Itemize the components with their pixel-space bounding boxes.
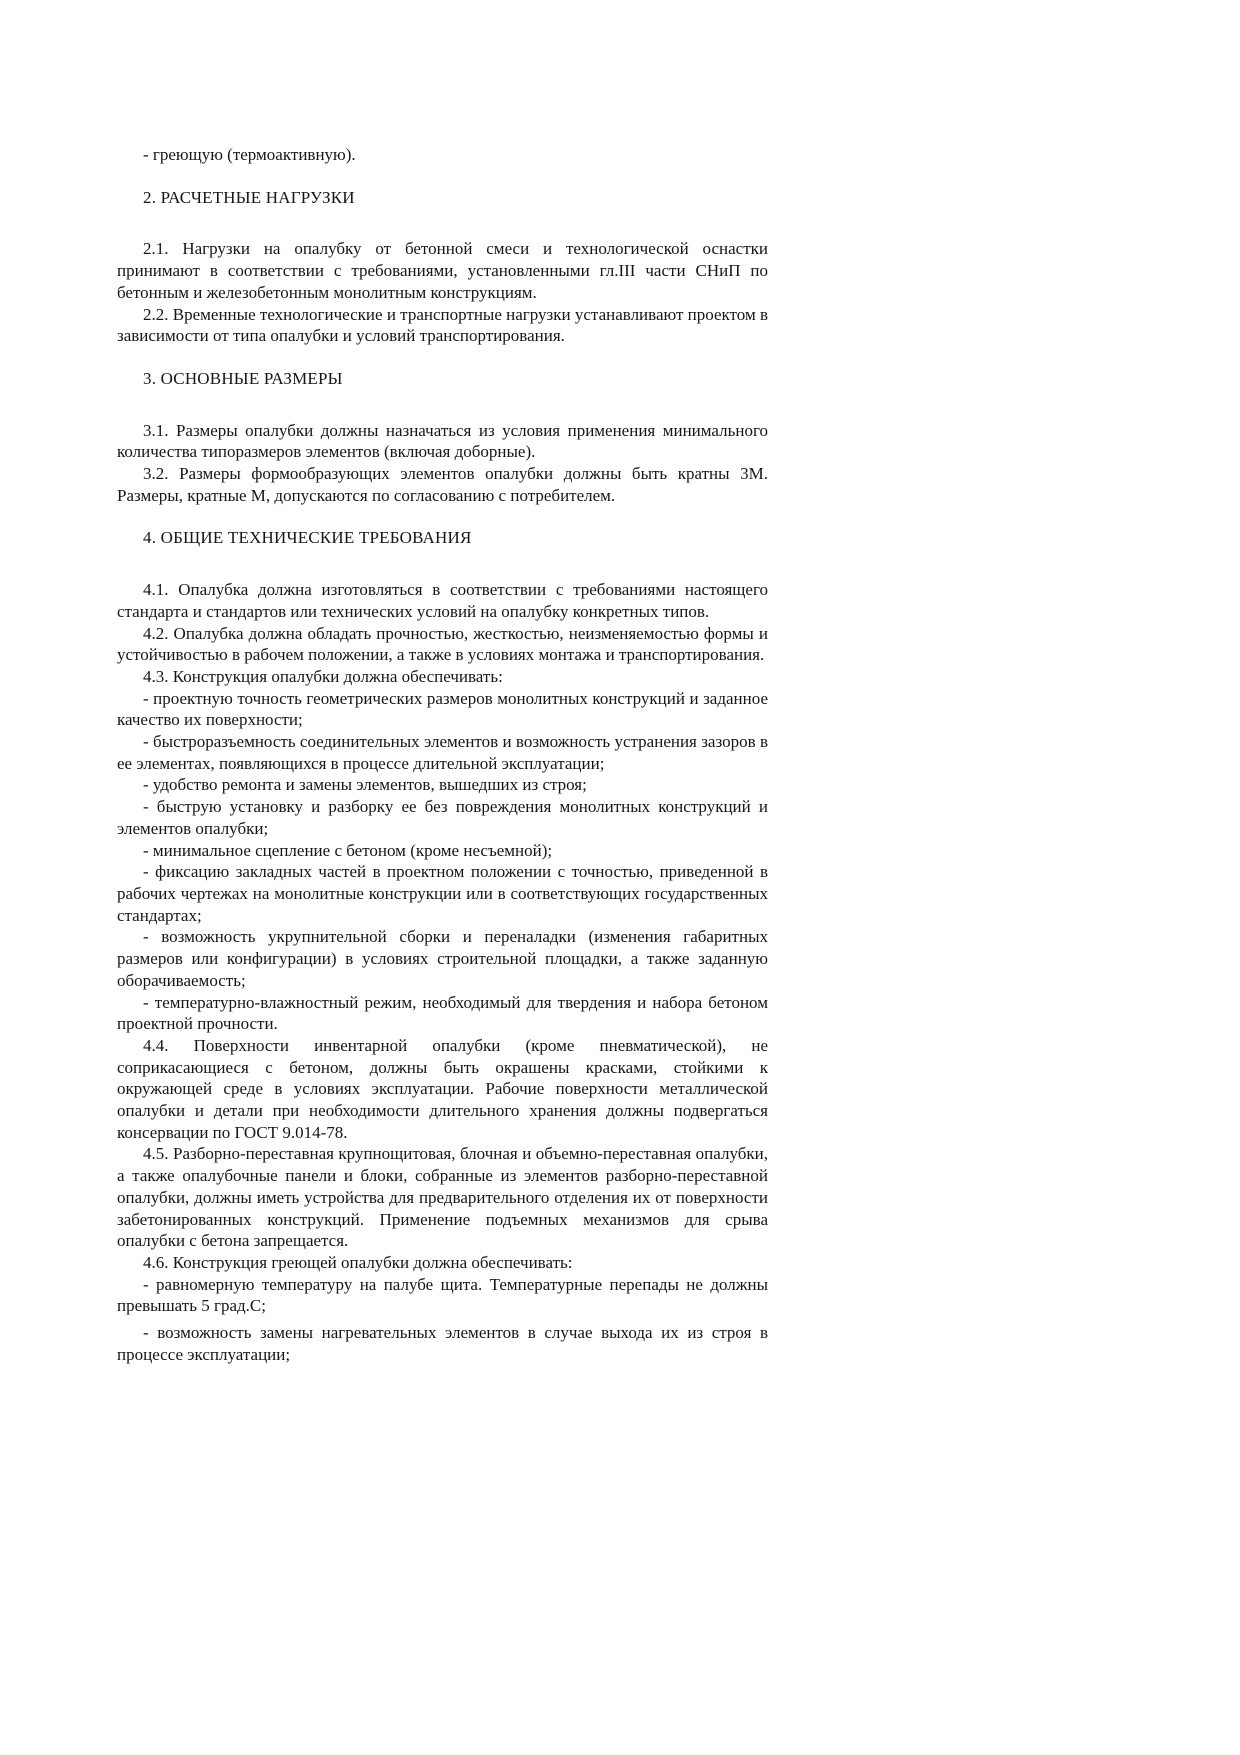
paragraph: - возможность укрупнительной сборки и переналадки (изменения габаритных размеров или конфигурации) в условиях строительной площадки, а также заданную оборачиваемость; (117, 927, 768, 990)
paragraph: - равномерную температуру на палубе щита. Температурные перепады не должны превышать 5 град.С; (117, 1274, 768, 1316)
paragraph: 4.4. Поверхности инвентарной опалубки (кроме пневматической), не соприкасающиеся с бетоном, должны быть окрашены красками, стойкими к окружающей среде в условиях эксплуатации. Рабочие поверхности металлической опалубки и детали при необходимости длительного хранения должны подвергаться консервации по ГОСТ 9.014-78. (117, 1035, 768, 1142)
paragraph: - быструю установку и разборку ее без повреждения монолитных конструкций и элементов опалубки; (117, 797, 768, 838)
paragraph: 2.1. Нагрузки на опалубку от бетонной смеси и технологической оснастки принимают в соответствии с требованиями, установленными гл.III части СНиП по бетонным и железобетонным монолитным конструкциям. (117, 239, 768, 302)
paragraph: - удобство ремонта и замены элементов, вышедших из строя; (143, 775, 587, 795)
paragraph: - греющую (термоактивную). (143, 145, 356, 164)
paragraph: 4.2. Опалубка должна обладать прочностью, жесткостью, неизменяемостью формы и устойчивостью в рабочем положении, а также в условиях монтажа и транспортирования. (117, 623, 768, 665)
paragraph: 2.2. Временные технологические и транспортные нагрузки устанавливают проектом в зависимости от типа опалубки и условий транспортирования. (117, 304, 768, 346)
section-heading: 2. РАСЧЕТНЫЕ НАГРУЗКИ (143, 187, 355, 207)
section-heading: 3. ОСНОВНЫЕ РАЗМЕРЫ (143, 368, 343, 388)
document-content (117, 144, 768, 1365)
paragraph: - минимальное сцепление с бетоном (кроме несъемной); (143, 840, 553, 860)
paragraph: 4.3. Конструкция опалубки должна обеспечивать: (143, 666, 503, 686)
paragraph: 4.1. Опалубка должна изготовляться в соответствии с требованиями настоящего стандарта и стандартов или технических условий на опалубку конкретных типов. (117, 580, 768, 621)
paragraph: - фиксацию закладных частей в проектном положении с точностью, приведенной в рабочих чертежах на монолитные конструкции или в соответствующих государственных стандартах; (117, 862, 768, 925)
paragraph: - возможность замены нагревательных элементов в случае выхода их из строя в процессе эксплуатации; (117, 1323, 768, 1364)
paragraph: - проектную точность геометрических размеров монолитных конструкций и заданное качество их поверхности; (117, 688, 768, 730)
paragraph: - температурно-влажностный режим, необходимый для твердения и набора бетоном проектной прочности. (117, 992, 768, 1034)
paragraph: 3.1. Размеры опалубки должны назначаться из условия применения минимального количества типоразмеров элементов (включая доборные). (117, 420, 768, 462)
paragraph: 4.6. Конструкция греющей опалубки должна обеспечивать: (143, 1252, 573, 1272)
paragraph: - быстроразъемность соединительных элементов и возможность устранения зазоров в ее элементах, появляющихся в процессе длительной эксплуатации; (117, 732, 768, 773)
paragraph: 4.5. Разборно-переставная крупнощитовая, блочная и объемно-переставная опалубки, а также опалубочные панели и блоки, собранные из элементов разборно-переставной опалубки, должны иметь устройства для предварительного отделения их от поверхности забетонированных конструкций. Применение подъемных механизмов для срыва опалубки с бетона запрещается. (117, 1144, 768, 1251)
paragraph: 3.2. Размеры формообразующих элементов опалубки должны быть кратны 3М. Размеры, кратные М, допускаются по согласованию с потребителем. (117, 464, 768, 505)
section-heading: 4. ОБЩИЕ ТЕХНИЧЕСКИЕ ТРЕБОВАНИЯ (143, 528, 472, 548)
